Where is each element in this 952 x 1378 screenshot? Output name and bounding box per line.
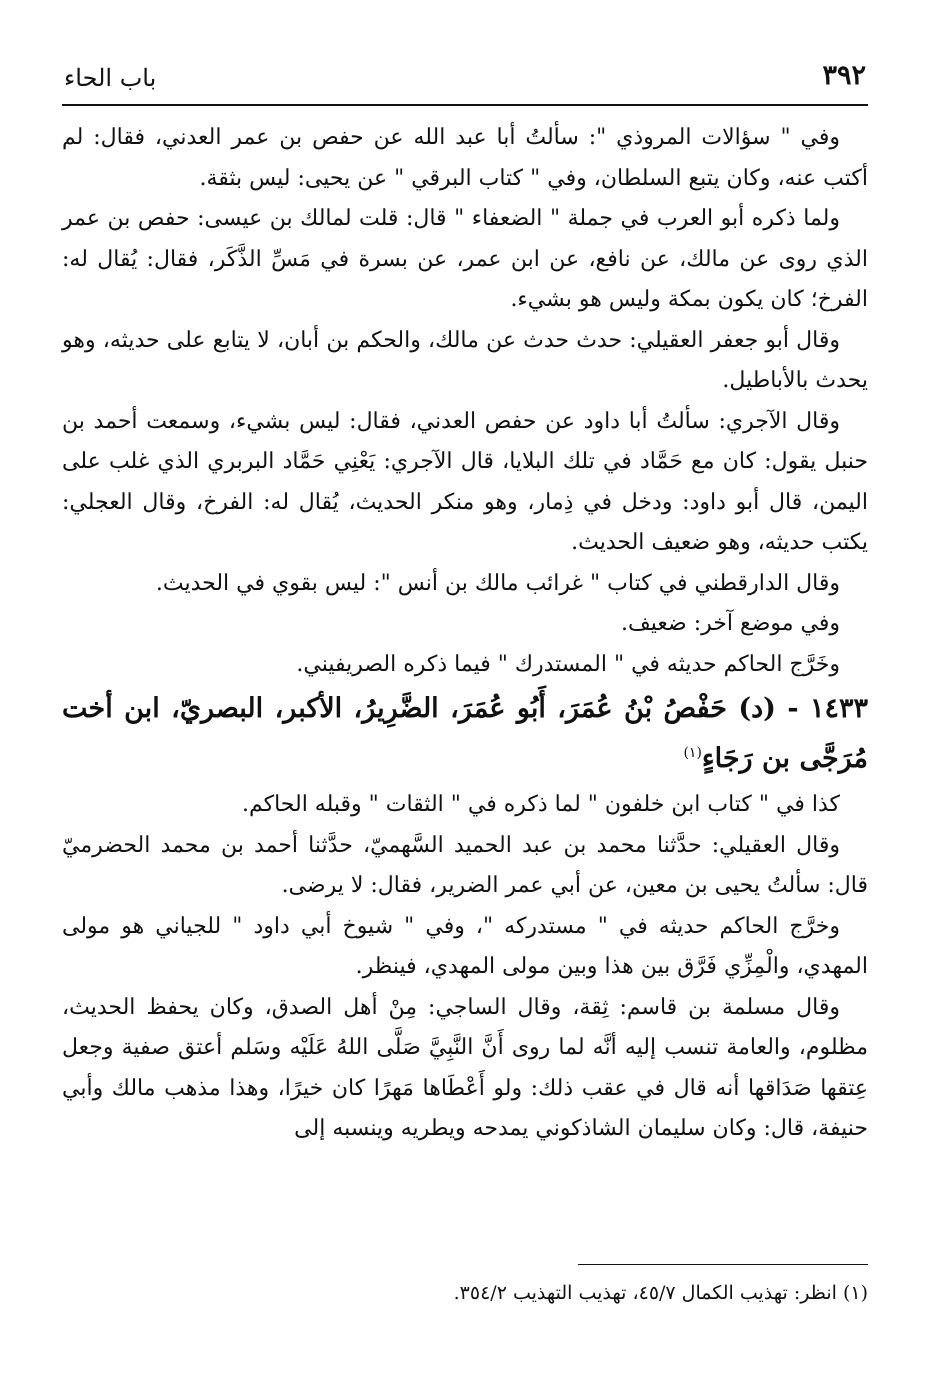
paragraph: ولما ذكره أبو العرب في جملة " الضعفاء " قال: قلت لمالك بن عيسى: حفص بن عمر الذي روى عن مالك، عن نافع، عن ابن عمر، عن بسرة في مَسِّ الذَّكَر، فقال: يُقال له: الفرخ؛ كان يكون بمكة وليس هو بشيء.	[62, 206, 868, 312]
running-title: باب الحاء	[64, 64, 157, 92]
paragraph: وقال أبو جعفر العقيلي: حدث حدث عن مالك، والحكم بن أبان، لا يتابع على حديثه، وهو يحدث بالأباطيل.	[62, 327, 868, 393]
footnote: (١) انظر: تهذيب الكمال ٤٥/٧، تهذيب التهذيب ٣٥٤/٢.	[453, 1282, 868, 1304]
paragraph: وخرَّج الحاكم حديثه في " مستدركه "، وفي " شيوخ أبي داود " للجياني هو مولى المهدي، والْمِزِّي فَرَّق بين هذا وبين مولى المهدي، فينظر.	[62, 913, 868, 979]
paragraph: وقال مسلمة بن قاسم: ثِقة، وقال الساجي: مِنْ أهل الصدق، وكان يحفظ الحديث، مظلوم، والعامة تنسب إليه أنَّه لما روى أَنَّ النَّبِيَّ صَلَّى اللهُ عَلَيْه وسَلم أعتق صفية وجعل عِتقها صَدَاقها أنه قال في عقب ذلك: ولو أَعْطَاها مَهرًا كان خيرًا، وهذا مذهب مالك وأبي حنيفة، قال: وكان سليمان الشاذكوني يمدحه ويطريه وينسبه إلى	[62, 994, 868, 1141]
paragraph: وخَرَّج الحاكم حديثه في " المستدرك " فيما ذكره الصريفيني.	[296, 651, 840, 677]
paragraph: وقال الآجري: سألتُ أبا داود عن حفص العدني، فقال: ليس بشيء، وسمعت أحمد بن حنبل يقول: كان مع حَمَّاد في تلك البلايا، قال الآجري: يَعْنِي حَمَّاد البربري الذي غلب على اليمن، قال أبو داود: ودخل في ذِمار، وهو منكر الحديث، يُقال له: الفرخ، وقال العجلي: يكتب حديثه، وهو ضعيف الحديث.	[62, 408, 868, 555]
paragraph: وقال الدارقطني في كتاب " غرائب مالك بن أنس ": ليس بقوي في الحديث.	[155, 570, 840, 596]
page-number: ٣٩٢	[822, 60, 866, 91]
footnote-marker: (١)	[683, 745, 702, 761]
paragraph: وقال العقيلي: حدَّثنا محمد بن عبد الحميد السَّهميّ، حدَّثنا أحمد بن محمد الحضرميّ قال: سألتُ يحيى بن معين، عن أبي عمر الضرير، فقال: لا يرضى.	[62, 832, 868, 898]
entry-heading	[62, 687, 868, 781]
book-page	[62, 56, 868, 1346]
entry-heading-text: ١٤٣٣ - (د) حَفْصُ بْنُ عُمَرَ، أَبُو عُمَرَ، الضَّرِيرُ، الأكبر، البصريّ، ابن أخت مُرَجَّى بن رَجَاءٍ	[62, 693, 868, 774]
footnote-divider	[578, 1264, 868, 1265]
paragraph: وفي موضع آخر: ضعيف.	[621, 611, 840, 636]
page-header	[62, 56, 868, 106]
paragraph: وفي " سؤالات المروذي ": سألتُ أبا عبد الله عن حفص بن عمر العدني، فقال: لم أكتب عنه، وكان يتبع السلطان، وفي " كتاب البرقي " عن يحيى: ليس بثقة.	[62, 125, 868, 191]
body-text	[62, 118, 868, 1150]
paragraph: كذا في " كتاب ابن خلفون " لما ذكره في " الثقات " وقبله الحاكم.	[241, 792, 840, 817]
